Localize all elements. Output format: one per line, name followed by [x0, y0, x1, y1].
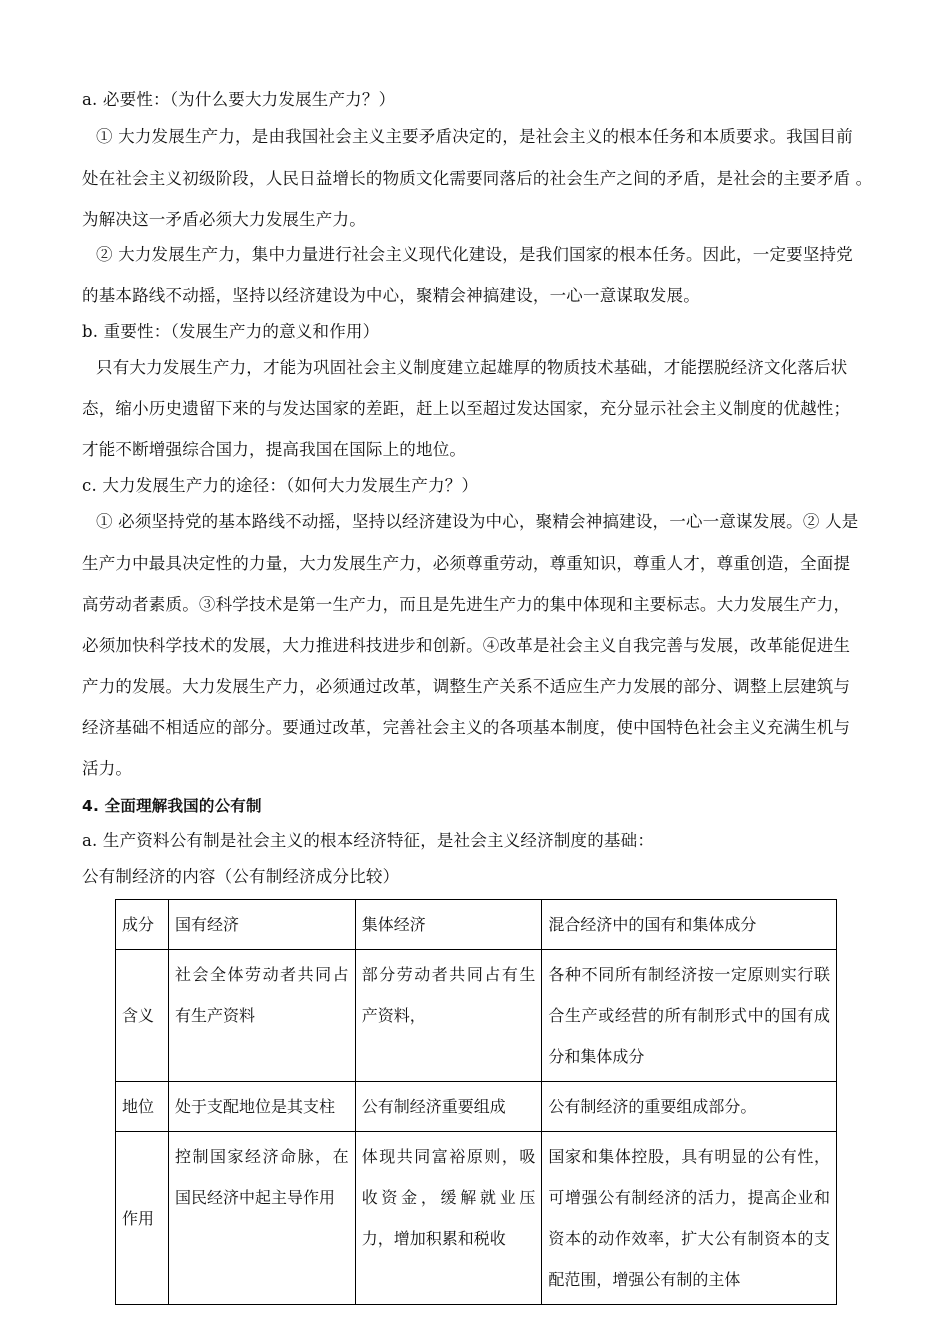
table-header-row	[116, 900, 837, 950]
paragraph-line: 的基本路线不动摇，坚持以经济建设为中心，聚精会神搞建设，一心一意谋取发展。	[82, 286, 700, 305]
table-cell: 国家和集体控股，具有明显的公有性，可增强公有制经济的活力，提高企业和资本的动作效率，扩大公有制资本的支配范围，增强公有制的主体	[542, 1132, 837, 1305]
table-header-cell: 混合经济中的国有和集体成分	[542, 900, 837, 950]
table-header-cell: 集体经济	[355, 900, 542, 950]
paragraph-line: ① 必须坚持党的基本路线不动摇，坚持以经济建设为中心，聚精会神搞建设，一心一意谋发展。② 人是	[96, 512, 859, 531]
paragraph-line: ① 大力发展生产力，是由我国社会主义主要矛盾决定的，是社会主义的根本任务和本质要求。我国目前	[96, 127, 853, 146]
table-cell: 体现共同富裕原则，吸收资金，缓解就业压力，增加积累和税收	[355, 1132, 542, 1305]
row-heading: 作用	[116, 1132, 169, 1305]
heading-necessity: a. 必要性：（为什么要大力发展生产力？）	[82, 90, 396, 109]
section-heading: 4. 全面理解我国的公有制	[82, 797, 262, 815]
paragraph-line: 高劳动者素质。③科学技术是第一生产力，而且是先进生产力的集中体现和主要标志。大力发展生产力，	[82, 595, 851, 614]
paragraph-line: a. 生产资料公有制是社会主义的根本经济特征，是社会主义经济制度的基础：	[82, 831, 655, 850]
table-header-cell: 国有经济	[168, 900, 355, 950]
paragraph-line: 经济基础不相适应的部分。要通过改革，完善社会主义的各项基本制度，使中国特色社会主义充满生机与	[82, 718, 851, 737]
table-cell: 社会全体劳动者共同占有生产资料	[168, 950, 355, 1082]
paragraph-line: 活力。	[82, 759, 133, 778]
paragraph-line: 态，缩小历史遗留下来的与发达国家的差距，赶上以至超过发达国家，充分显示社会主义制度的优越性；	[82, 399, 851, 418]
table-cell: 公有制经济重要组成	[355, 1082, 542, 1132]
ownership-comparison-table	[115, 899, 837, 1305]
table-cell: 处于支配地位是其支柱	[168, 1082, 355, 1132]
table-cell: 部分劳动者共同占有生产资料，	[355, 950, 542, 1082]
row-heading: 地位	[116, 1082, 169, 1132]
table-row	[116, 1132, 837, 1305]
table-caption: 公有制经济的内容（公有制经济成分比较）	[82, 867, 400, 886]
row-heading: 含义	[116, 950, 169, 1082]
paragraph-line: 生产力中最具决定性的力量，大力发展生产力，必须尊重劳动，尊重知识，尊重人才，尊重创造，全面提	[82, 554, 851, 573]
table-cell: 各种不同所有制经济按一定原则实行联合生产或经营的所有制形式中的国有成分和集体成分	[542, 950, 837, 1082]
paragraph-line: 必须加快科学技术的发展，大力推进科技进步和创新。④改革是社会主义自我完善与发展，改革能促进生	[82, 636, 851, 655]
paragraph-line: 只有大力发展生产力，才能为巩固社会主义制度建立起雄厚的物质技术基础，才能摆脱经济文化落后状	[96, 358, 848, 377]
table-cell: 控制国家经济命脉，在国民经济中起主导作用	[168, 1132, 355, 1305]
paragraph-line: 产力的发展。大力发展生产力，必须通过改革，调整生产关系不适应生产力发展的部分、调整上层建筑与	[82, 677, 851, 696]
paragraph-line: ② 大力发展生产力，集中力量进行社会主义现代化建设，是我们国家的根本任务。因此，一定要坚持党	[96, 245, 853, 264]
table-row	[116, 1082, 837, 1132]
heading-importance: b. 重要性：（发展生产力的意义和作用）	[82, 322, 380, 341]
paragraph-line: 为解决这一矛盾必须大力发展生产力。	[82, 210, 366, 229]
heading-approach: c. 大力发展生产力的途径：（如何大力发展生产力？）	[82, 476, 479, 495]
table-header-cell: 成分	[116, 900, 169, 950]
paragraph-line: 才能不断增强综合国力，提高我国在国际上的地位。	[82, 440, 467, 459]
paragraph-line: 处在社会主义初级阶段，人民日益增长的物质文化需要同落后的社会生产之间的矛盾，是社会的主要矛盾 。	[82, 169, 873, 188]
table-cell: 公有制经济的重要组成部分。	[542, 1082, 837, 1132]
table-row	[116, 950, 837, 1082]
